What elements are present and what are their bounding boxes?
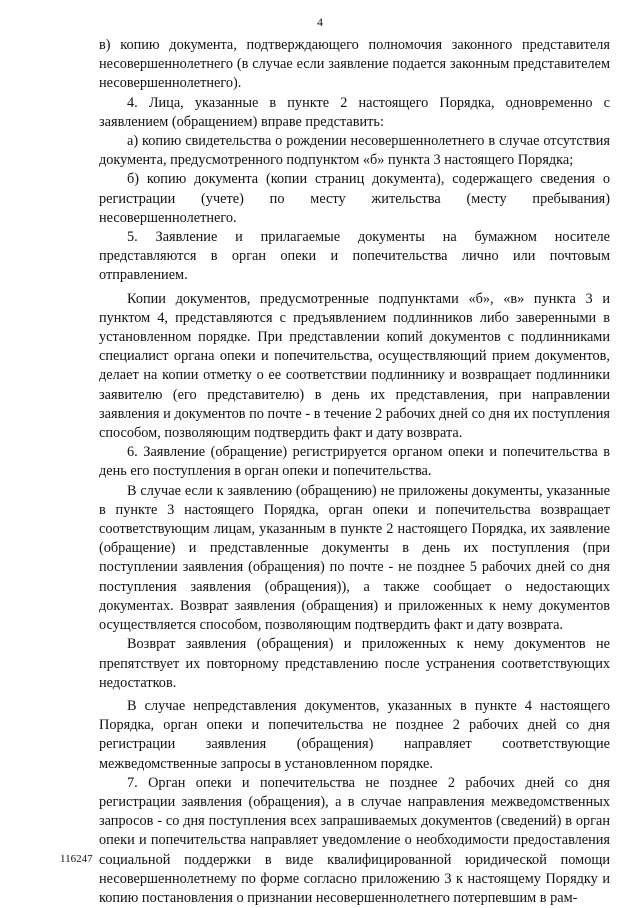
paragraph-4b: б) копию документа (копии страниц документа), содержащего сведения о регистрации (учете) по месту жительства (месту пребывания) несовершеннолетнего. (99, 171, 610, 226)
paragraph-6: 6. Заявление (обращение) регистрируется органом опеки и попечительства в день его поступления в орган опеки и попечительства. (99, 444, 610, 480)
paragraph-6-interagency: В случае непредставления документов, указанных в пункте 4 настоящего Порядка, орган опеки и попечительства не позднее 2 рабочих дней со дня регистрации заявления (обращения) направляет соответствующие межведомственные запросы в установленном порядке. (99, 697, 610, 772)
paragraph-5: 5. Заявление и прилагаемые документы на бумажном носителе представляются в орган опеки и попечительства лично или почтовым отправлением. (99, 229, 610, 284)
paragraph-6-resubmission: Возврат заявления (обращения) и приложенных к нему документов не препятствует их повторному представлению после устранения соответствующих недостатков. (99, 636, 610, 691)
paragraph-3v-continuation: в) копию документа, подтверждающего полномочия законного представителя несовершеннолетнего (в случае если заявление подается законным представителем несовершеннолетнего). (99, 37, 610, 92)
paragraph-4a: а) копию свидетельства о рождении несовершеннолетнего в случае отсутствия документа, предусмотренного подпунктом «б» пункта 3 настоящего Порядка; (99, 133, 610, 169)
paragraph-7: 7. Орган опеки и попечительства не позднее 2 рабочих дней со дня регистрации заявления (обращения), а в случае направления межведомственных запросов - со дня поступления всех запрашиваемых документов (сведений) в орган опеки и попечительства направляет уведомление о необходимости предоставления социальной поддержки в виде квалифицированной юридической помощи несовершеннолетнему по форме согласно приложению 3 к настоящему Порядку и копию постановления о признании несовершеннолетнего потерпевшим в рам- (99, 774, 610, 906)
paragraph-4: 4. Лица, указанные в пункте 2 настоящего Порядка, одновременно с заявлением (обращением) вправе представить: (99, 94, 610, 130)
paragraph-6-return: В случае если к заявлению (обращению) не приложены документы, указанные в пункте 3 настоящего Порядка, орган опеки и попечительства возвращает соответствующим лицам, указанным в пункте 2 настоящего Порядка, их заявление (обращение) и представленные документы в день их поступления (при поступлении заявления (обращения) по почте - не позднее 5 рабочих дней со дня поступления заявления (обращения)), а также сообщает о недостающих документах. Возврат заявления (обращения) и приложенных к нему документов осуществляется способом, позволяющим подтвердить факт и дату возврата. (99, 482, 610, 634)
paragraph-5-copies: Копии документов, предусмотренные подпунктами «б», «в» пункта 3 и пунктом 4, представляются с предъявлением подлинников либо заверенными в установленном порядке. При представлении копий документов с подлинниками специалист органа опеки и попечительства, осуществляющий прием документов, делает на копии отметку о ее соответствии подлиннику и возвращает подлинники заявителю (его представителю) в день их представления, при направлении заявления и документов по почте - в течение 2 рабочих дней со дня их поступления способом, позволяющим подтвердить факт и дату возврата. (99, 290, 610, 442)
document-body (99, 36, 610, 908)
document-code: 116247 (60, 853, 93, 865)
page-number: 4 (317, 15, 323, 29)
